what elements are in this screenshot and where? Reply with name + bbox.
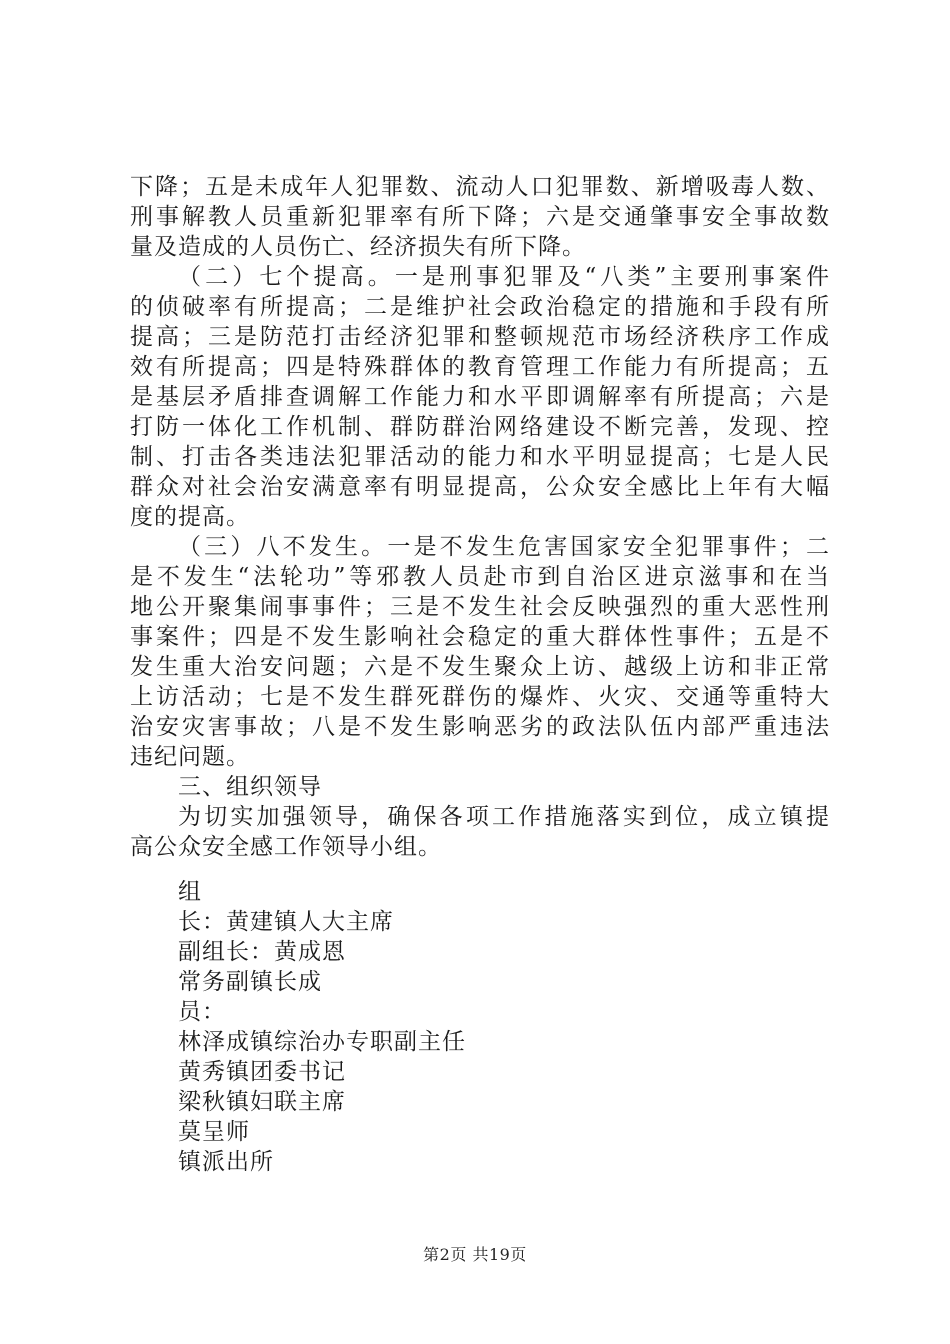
roster-item: 组: [178, 879, 202, 905]
roster-item: 黄秀镇团委书记: [178, 1059, 346, 1085]
text-line: 效有所提高；四是特殊群体的教育管理工作能力有所提高；五: [130, 354, 830, 380]
text-line: 是基层矛盾排查调解工作能力和水平即调解率有所提高；六是: [130, 384, 830, 410]
leadership-roster: [178, 877, 466, 1177]
text-line: 群众对社会治安满意率有明显提高，公众安全感比上年有大幅: [130, 474, 830, 500]
text-line: （三）八不发生。一是不发生危害国家安全犯罪事件；二: [178, 534, 830, 560]
text-line: 是不发生“法轮功”等邪教人员赴市到自治区进京滋事和在当: [130, 564, 830, 590]
text-line: 上访活动；七是不发生群死群伤的爆炸、火灾、交通等重特大: [130, 684, 830, 710]
roster-item: 常务副镇长成: [178, 969, 322, 995]
text-line: 的侦破率有所提高；二是维护社会政治稳定的措施和手段有所: [130, 294, 830, 320]
text-line: 度的提高。: [130, 504, 250, 530]
text-line: 为切实加强领导，确保各项工作措施落实到位，成立镇提: [178, 804, 830, 830]
roster-item: 梁秋镇妇联主席: [178, 1089, 346, 1115]
text-line: 制、打击各类违法犯罪活动的能力和水平明显提高；七是人民: [130, 444, 830, 470]
text-line: 发生重大治安问题；六是不发生聚众上访、越级上访和非正常: [130, 654, 830, 680]
text-line: 违纪问题。: [130, 744, 250, 770]
document-body: [130, 172, 830, 862]
roster-item: 莫呈师: [178, 1119, 250, 1145]
text-line: 提高；三是防范打击经济犯罪和整顿规范市场经济秩序工作成: [130, 324, 830, 350]
roster-item: 员：: [178, 999, 226, 1025]
text-line: （二）七个提高。一是刑事犯罪及“八类”主要刑事案件: [178, 264, 830, 290]
text-line: 地公开聚集闹事事件；三是不发生社会反映强烈的重大恶性刑: [130, 594, 830, 620]
text-line: 量及造成的人员伤亡、经济损失有所下降。: [130, 234, 586, 260]
roster-item: 林泽成镇综治办专职副主任: [178, 1029, 466, 1055]
page-number-footer: 第2页 共19页: [423, 1245, 527, 1264]
text-line: 下降；五是未成年人犯罪数、流动人口犯罪数、新增吸毒人数、: [130, 174, 830, 200]
roster-item: 副组长：黄成恩: [178, 939, 346, 965]
text-line: 治安灾害事故；八是不发生影响恶劣的政法队伍内部严重违法: [130, 714, 830, 740]
text-line: 事案件；四是不发生影响社会稳定的重大群体性事件；五是不: [130, 624, 830, 650]
roster-item: 长：黄建镇人大主席: [178, 909, 394, 935]
text-line: 高公众安全感工作领导小组。: [130, 834, 442, 860]
text-line: 三、组织领导: [178, 774, 322, 800]
roster-item: 镇派出所: [178, 1149, 274, 1175]
text-line: 刑事解教人员重新犯罪率有所下降；六是交通肇事安全事故数: [130, 204, 830, 230]
text-line: 打防一体化工作机制、群防群治网络建设不断完善，发现、控: [130, 414, 830, 440]
